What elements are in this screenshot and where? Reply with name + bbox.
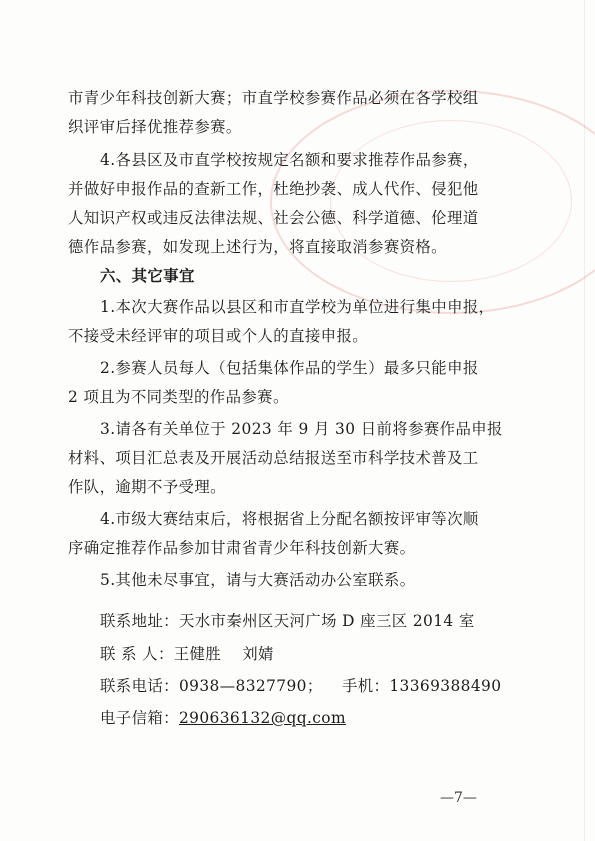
contact-address: 联系地址：天水市秦州区天河广场 D 座三区 2014 室 [100,612,475,630]
contact-phone: 联系电话：0938—8327790； [100,677,323,695]
contact-email-link[interactable]: 290636132@qq.com [178,709,346,727]
item-1: 1.本次大赛作品以县区和市直学校为单位进行集中申报， [100,298,495,316]
body-line: 并做好申报作品的查新工作，杜绝抄袭、成人代作、侵犯他 [68,180,479,198]
item-3-cont: 材料、项目汇总表及开展活动总结报送至市科学技术普及工 [68,449,479,467]
item-1-cont: 不接受未经评审的项目或个人的直接申报。 [68,327,369,345]
section-heading: 六、其它事宜 [100,267,195,285]
item-4-cont: 序确定推荐作品参加甘肃省青少年科技创新大赛。 [68,539,416,557]
item-2: 2.参赛人员每人（包括集体作品的学生）最多只能申报 [100,359,479,377]
page-number: —7— [440,790,477,806]
body-line: 人知识产权或违反法律法规、社会公德、科学道德、伦理道 [68,209,479,227]
body-line: 织评审后择优推荐参赛。 [68,118,242,136]
contact-mobile: 手机：13369388490 [341,677,502,695]
item-3: 3.请各有关单位于 2023 年 9 月 30 日前将参赛作品申报 [100,420,503,438]
contact-phone-row [100,672,560,701]
item-3-cont: 作队，逾期不予受理。 [68,478,226,496]
page-edge-line [584,0,585,841]
body-line: 市青少年科技创新大赛；市直学校参赛作品必须在各学校组 [68,89,479,107]
body-line: 德作品参赛，如发现上述行为，将直接取消参赛资格。 [68,238,447,256]
item-2-cont: 2 项且为不同类型的作品参赛。 [68,388,289,406]
item-5: 5.其他未尽事宜，请与大赛活动办公室联系。 [100,571,416,589]
contact-person: 联 系 人：王健胜 刘婧 [100,645,274,663]
item-4: 4.市级大赛结束后，将根据省上分配名额按评审等次顺 [100,510,479,528]
contact-email-row [100,704,560,733]
body-paragraph-4: 4.各县区及市直学校按规定名额和要求推荐作品参赛， [100,151,479,169]
contact-email-label: 电子信箱： [100,709,179,727]
